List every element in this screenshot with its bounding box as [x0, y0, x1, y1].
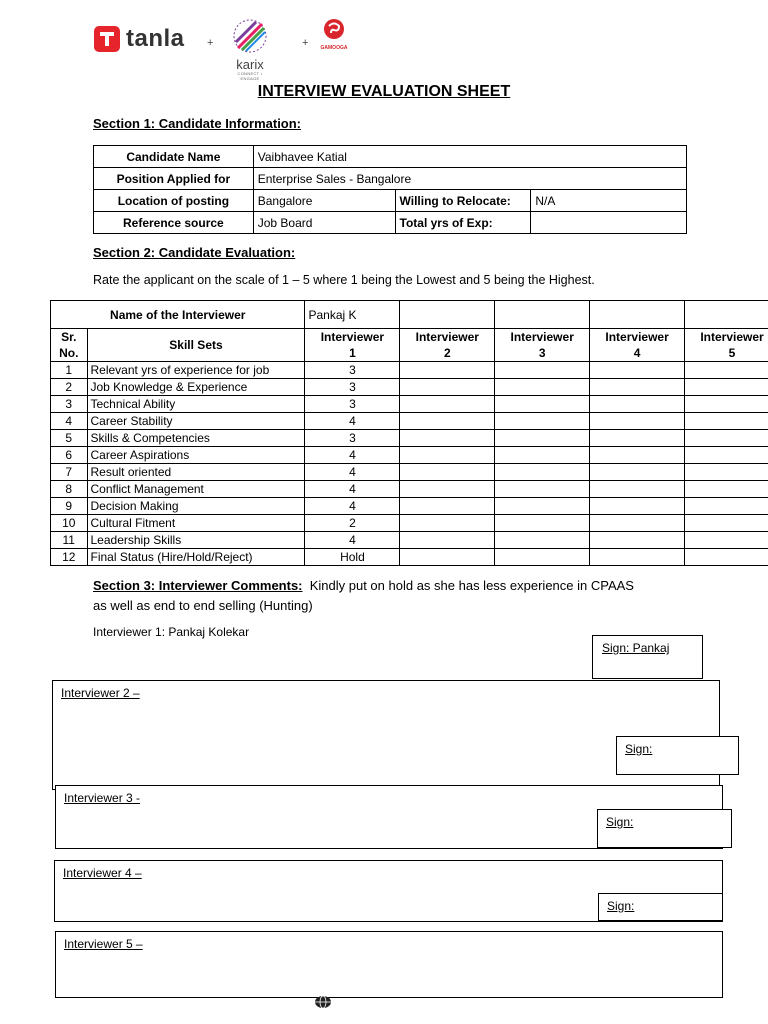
skill-cell: Decision Making [87, 498, 305, 515]
sign-box-2 [616, 736, 739, 775]
table-row [51, 413, 768, 430]
score-cell-interviewer-4 [590, 498, 685, 515]
score-cell-interviewer-5 [685, 430, 768, 447]
score-cell-interviewer-1: 3 [305, 430, 400, 447]
position-label: Position Applied for [94, 168, 254, 190]
score-cell-interviewer-4 [590, 362, 685, 379]
skill-cell: Career Aspirations [87, 447, 305, 464]
sr-no-cell: 5 [51, 430, 88, 447]
sr-no-cell: 7 [51, 464, 88, 481]
interviewer-5-header: Interviewer 5 [685, 329, 768, 362]
sr-no-cell: 8 [51, 481, 88, 498]
section3-heading: Section 3: Interviewer Comments: [93, 578, 303, 593]
sign-box-1 [592, 635, 703, 679]
score-cell-interviewer-2 [400, 379, 495, 396]
score-cell-interviewer-3 [495, 515, 590, 532]
skill-cell: Skills & Competencies [87, 430, 305, 447]
table-row [51, 549, 768, 566]
score-cell-interviewer-1: 4 [305, 447, 400, 464]
sr-no-cell: 3 [51, 396, 88, 413]
score-cell-interviewer-4 [590, 481, 685, 498]
skill-cell: Job Knowledge & Experience [87, 379, 305, 396]
reference-label: Reference source [94, 212, 254, 234]
score-cell-interviewer-4 [590, 447, 685, 464]
score-cell-interviewer-2 [400, 532, 495, 549]
table-row [94, 212, 687, 234]
table-row [51, 498, 768, 515]
interviewer-1-header: Interviewer 1 [305, 329, 400, 362]
table-row [51, 430, 768, 447]
score-cell-interviewer-2 [400, 481, 495, 498]
score-cell-interviewer-5 [685, 549, 768, 566]
score-cell-interviewer-4 [590, 379, 685, 396]
page-title: INTERVIEW EVALUATION SHEET [257, 83, 511, 100]
interviewer-name-row [51, 301, 768, 329]
relocate-value: N/A [531, 190, 687, 212]
table-row [51, 362, 768, 379]
score-cell-interviewer-3 [495, 481, 590, 498]
gamooga-icon [323, 18, 345, 40]
score-cell-interviewer-3 [495, 362, 590, 379]
interviewer-name-2 [400, 301, 495, 329]
sign-box-4 [598, 893, 722, 921]
score-cell-interviewer-1: 3 [305, 396, 400, 413]
score-cell-interviewer-5 [685, 362, 768, 379]
sr-no-cell: 10 [51, 515, 88, 532]
tanla-logo-text: tanla [126, 25, 185, 52]
score-cell-interviewer-5 [685, 498, 768, 515]
gamooga-logo [318, 18, 350, 51]
score-cell-interviewer-1: 4 [305, 464, 400, 481]
section3-comments [93, 576, 693, 616]
interviewer-2-header: Interviewer 2 [400, 329, 495, 362]
score-cell-interviewer-3 [495, 498, 590, 515]
header-row [51, 329, 768, 362]
skill-cell: Cultural Fitment [87, 515, 305, 532]
sr-no-cell: 4 [51, 413, 88, 430]
score-cell-interviewer-5 [685, 379, 768, 396]
sign-1-label: Sign: Pankaj [602, 641, 670, 655]
interviewer-4-header: Interviewer 4 [590, 329, 685, 362]
total-exp-value [531, 212, 687, 234]
score-cell-interviewer-2 [400, 464, 495, 481]
karix-swirl-icon [232, 18, 268, 54]
table-row [51, 481, 768, 498]
score-cell-interviewer-5 [685, 464, 768, 481]
interviewer-name-1: Pankaj K [305, 301, 400, 329]
candidate-name-label: Candidate Name [94, 146, 254, 168]
score-cell-interviewer-5 [685, 396, 768, 413]
skill-cell: Relevant yrs of experience for job [87, 362, 305, 379]
table-row [51, 532, 768, 549]
plus-sign: + [302, 37, 309, 49]
comment-line-1: Kindly put on hold as she has less experience in CPAAS [309, 578, 634, 593]
interviewer-4-label: Interviewer 4 – [63, 866, 142, 880]
score-cell-interviewer-2 [400, 362, 495, 379]
score-cell-interviewer-2 [400, 430, 495, 447]
interviewer-1-name: Interviewer 1: Pankaj Kolekar [93, 625, 250, 639]
table-row [94, 168, 687, 190]
skill-cell: Conflict Management [87, 481, 305, 498]
interviewer-name-5 [685, 301, 768, 329]
score-cell-interviewer-3 [495, 532, 590, 549]
score-cell-interviewer-4 [590, 464, 685, 481]
plus-sign: + [207, 37, 214, 49]
skill-cell: Leadership Skills [87, 532, 305, 549]
skill-cell: Career Stability [87, 413, 305, 430]
score-cell-interviewer-4 [590, 532, 685, 549]
sr-no-cell: 9 [51, 498, 88, 515]
sr-no-cell: 12 [51, 549, 88, 566]
interviewer-5-box [55, 931, 723, 998]
table-row [51, 447, 768, 464]
location-value: Bangalore [253, 190, 395, 212]
score-cell-interviewer-4 [590, 413, 685, 430]
sr-no-cell: 2 [51, 379, 88, 396]
score-cell-interviewer-3 [495, 413, 590, 430]
location-label: Location of posting [94, 190, 254, 212]
score-cell-interviewer-2 [400, 447, 495, 464]
score-cell-interviewer-1: Hold [305, 549, 400, 566]
relocate-label: Willing to Relocate: [395, 190, 531, 212]
score-cell-interviewer-4 [590, 515, 685, 532]
score-cell-interviewer-1: 4 [305, 481, 400, 498]
interviewer-2-label: Interviewer 2 – [61, 686, 140, 700]
interviewer-name-3 [495, 301, 590, 329]
interviewer-3-label: Interviewer 3 - [64, 791, 141, 805]
tanla-logo [94, 25, 185, 53]
sign-4-label: Sign: [607, 899, 635, 913]
score-cell-interviewer-3 [495, 447, 590, 464]
score-cell-interviewer-2 [400, 396, 495, 413]
table-row [51, 464, 768, 481]
score-cell-interviewer-4 [590, 549, 685, 566]
score-cell-interviewer-4 [590, 430, 685, 447]
score-cell-interviewer-5 [685, 532, 768, 549]
sign-2-label: Sign: [625, 742, 653, 756]
skill-cell: Final Status (Hire/Hold/Reject) [87, 549, 305, 566]
score-cell-interviewer-2 [400, 498, 495, 515]
karix-logo-text: karix [236, 57, 264, 72]
gamooga-logo-text: GAMOOGA [320, 45, 348, 51]
table-row [51, 379, 768, 396]
score-cell-interviewer-3 [495, 430, 590, 447]
score-cell-interviewer-3 [495, 464, 590, 481]
score-cell-interviewer-5 [685, 447, 768, 464]
skill-cell: Result oriented [87, 464, 305, 481]
section2-heading: Section 2: Candidate Evaluation: [93, 245, 296, 260]
rating-instruction: Rate the applicant on the scale of 1 – 5 where 1 being the Lowest and 5 being the Highest. [93, 273, 595, 287]
comment-line-2: as well as end to end selling (Hunting) [93, 598, 313, 613]
tanla-mark-icon [94, 26, 120, 52]
candidate-name-value: Vaibhavee Katial [253, 146, 686, 168]
table-row [51, 515, 768, 532]
globe-icon [314, 996, 332, 1008]
karix-logo [228, 18, 272, 81]
sr-no-cell: 1 [51, 362, 88, 379]
sign-box-3 [597, 809, 732, 848]
score-cell-interviewer-5 [685, 515, 768, 532]
score-cell-interviewer-3 [495, 549, 590, 566]
skill-cell: Technical Ability [87, 396, 305, 413]
interviewer-5-label: Interviewer 5 – [64, 937, 143, 951]
score-cell-interviewer-1: 2 [305, 515, 400, 532]
score-cell-interviewer-5 [685, 481, 768, 498]
score-cell-interviewer-3 [495, 379, 590, 396]
score-cell-interviewer-1: 3 [305, 362, 400, 379]
score-cell-interviewer-2 [400, 549, 495, 566]
table-row [94, 190, 687, 212]
sr-no-cell: 11 [51, 532, 88, 549]
score-cell-interviewer-1: 4 [305, 532, 400, 549]
skill-sets-header: Skill Sets [87, 329, 305, 362]
score-cell-interviewer-2 [400, 413, 495, 430]
score-cell-interviewer-1: 3 [305, 379, 400, 396]
section1-heading: Section 1: Candidate Information: [93, 116, 302, 131]
sign-3-label: Sign: [606, 815, 634, 829]
sr-no-header: Sr. No. [51, 329, 88, 362]
score-cell-interviewer-3 [495, 396, 590, 413]
position-value: Enterprise Sales - Bangalore [253, 168, 686, 190]
interviewer-name-4 [590, 301, 685, 329]
evaluation-table [50, 300, 768, 566]
karix-tagline: CONNECT • ENGAGE [237, 71, 263, 81]
table-row [94, 146, 687, 168]
score-cell-interviewer-5 [685, 413, 768, 430]
candidate-info-table [93, 145, 687, 234]
sr-no-cell: 6 [51, 447, 88, 464]
score-cell-interviewer-4 [590, 396, 685, 413]
reference-value: Job Board [253, 212, 395, 234]
table-row [51, 396, 768, 413]
score-cell-interviewer-1: 4 [305, 413, 400, 430]
interviewer-name-label: Name of the Interviewer [51, 301, 305, 329]
score-cell-interviewer-1: 4 [305, 498, 400, 515]
score-cell-interviewer-2 [400, 515, 495, 532]
interviewer-3-header: Interviewer 3 [495, 329, 590, 362]
total-exp-label: Total yrs of Exp: [395, 212, 531, 234]
